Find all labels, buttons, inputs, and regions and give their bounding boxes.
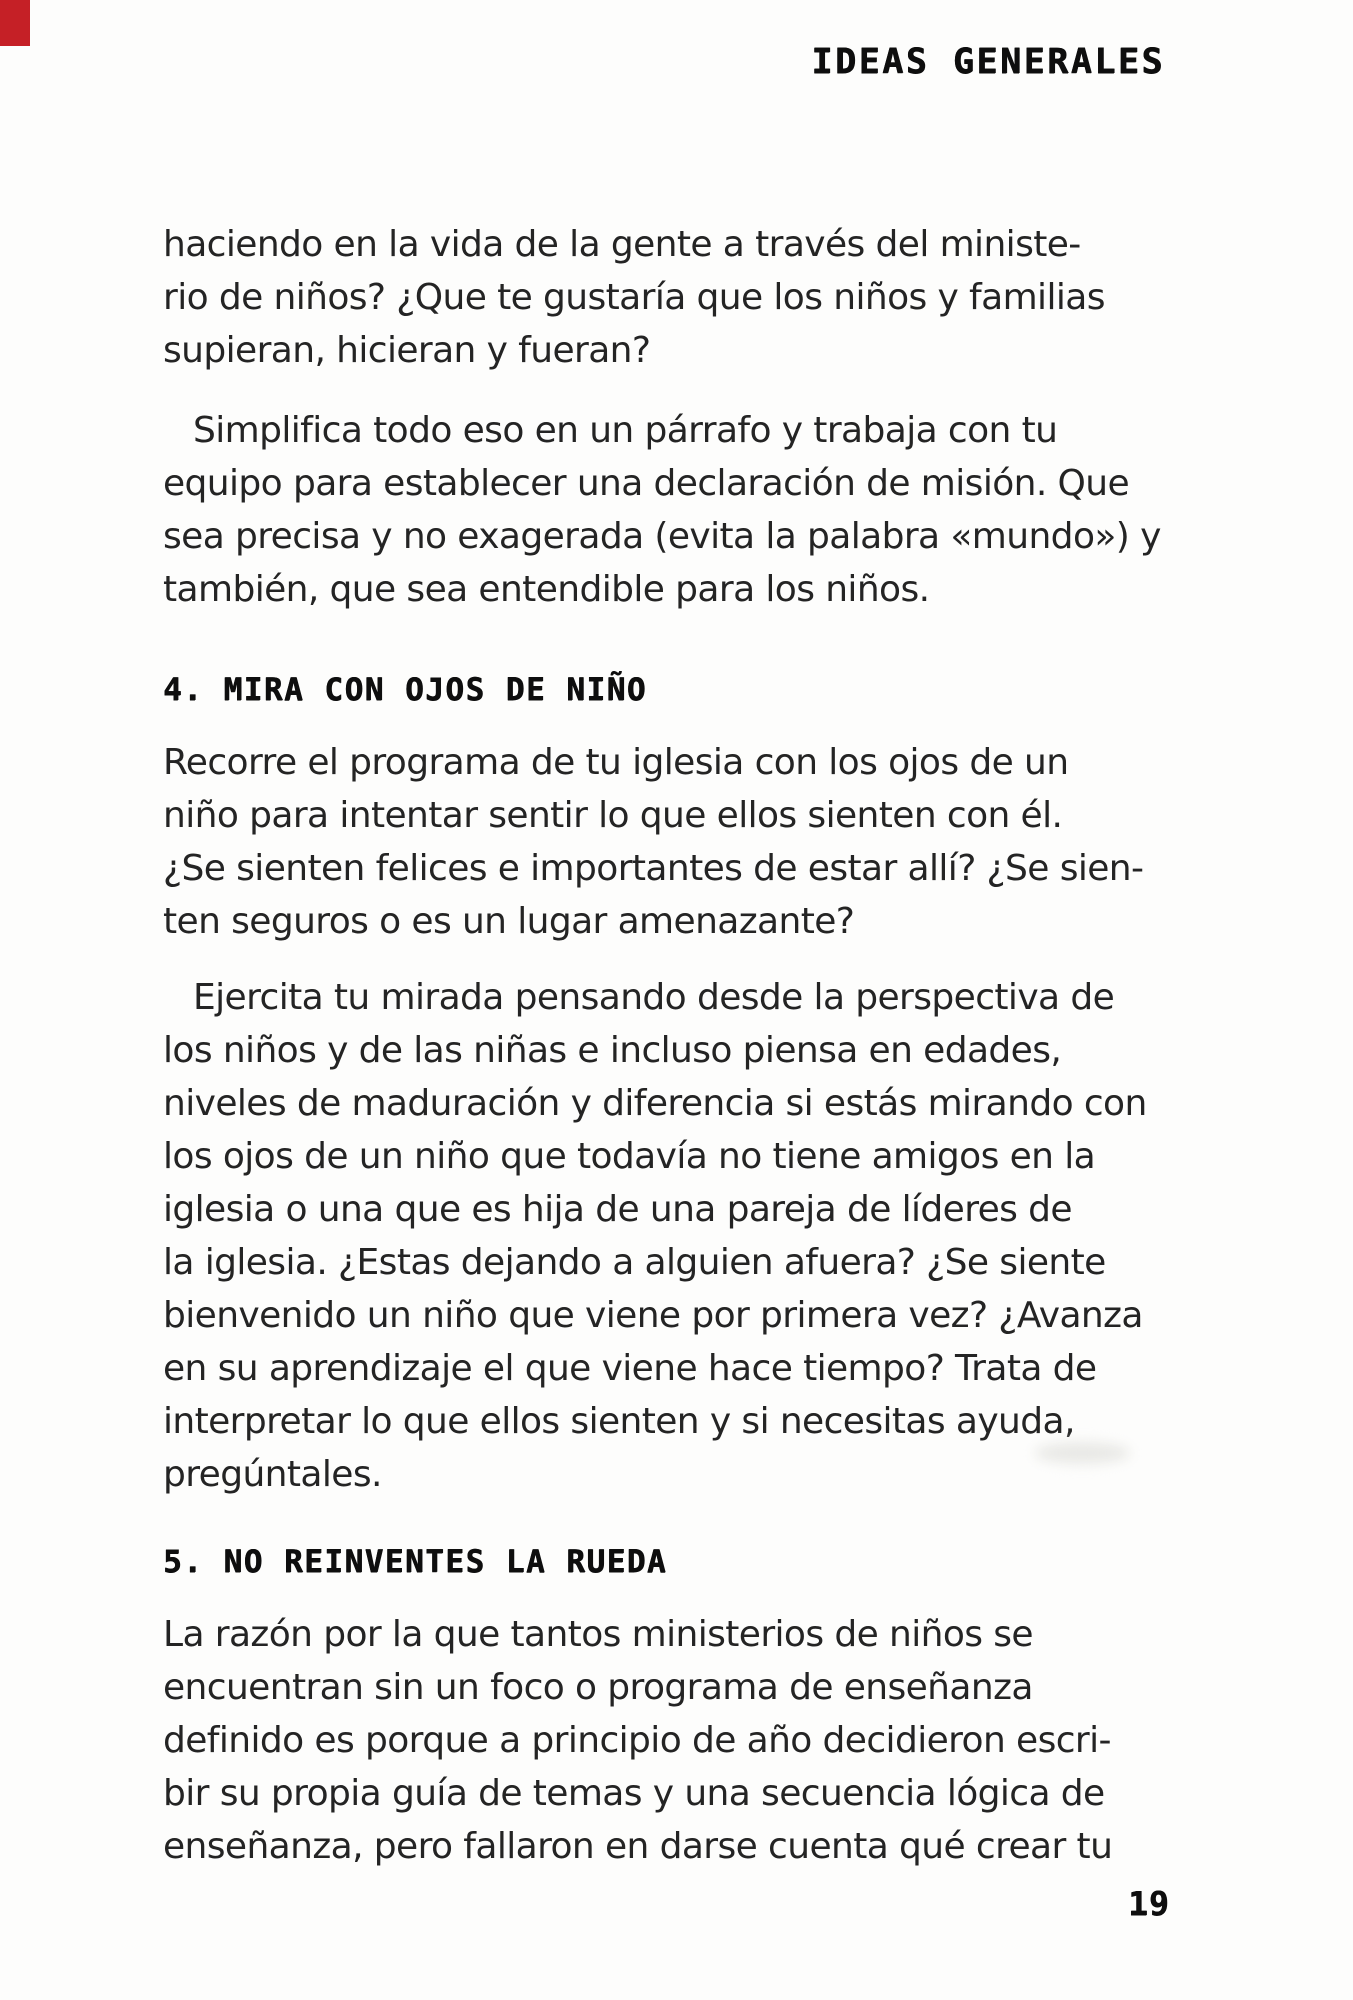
text-line: también, que sea entendible para los niños. xyxy=(163,569,930,610)
text-line: interpretar lo que ellos sienten y si necesitas ayuda, xyxy=(163,1401,1075,1442)
paragraph-4 xyxy=(163,971,1233,1501)
text-line: ¿Se sienten felices e importantes de estar allí? ¿Se sien- xyxy=(163,848,1144,889)
text-line: supieran, hicieran y fueran? xyxy=(163,330,651,371)
text-line: Simplifica todo eso en un párrafo y trabaja con tu xyxy=(193,410,1058,451)
text-line: Recorre el programa de tu iglesia con los ojos de un xyxy=(163,742,1069,783)
text-line: los niños y de las niñas e incluso piensa en edades, xyxy=(163,1030,1062,1071)
text-line: encuentran sin un foco o programa de enseñanza xyxy=(163,1667,1033,1708)
red-corner-mark xyxy=(0,0,30,46)
text-line: Ejercita tu mirada pensando desde la perspectiva de xyxy=(193,977,1115,1018)
text-line: bir su propia guía de temas y una secuencia lógica de xyxy=(163,1773,1105,1814)
scan-smudge xyxy=(1035,1442,1130,1464)
text-line: ten seguros o es un lugar amenazante? xyxy=(163,901,855,942)
text-line: definido es porque a principio de año decidieron escri- xyxy=(163,1720,1111,1761)
text-line: enseñanza, pero fallaron en darse cuenta qué crear tu xyxy=(163,1826,1113,1867)
section-heading-4: 4. MIRA CON OJOS DE NIÑO xyxy=(163,671,647,708)
paragraph-3 xyxy=(163,736,1233,948)
text-line: los ojos de un niño que todavía no tiene amigos en la xyxy=(163,1136,1096,1177)
running-header: IDEAS GENERALES xyxy=(811,42,1165,82)
text-line: iglesia o una que es hija de una pareja de líderes de xyxy=(163,1189,1072,1230)
text-line: bienvenido un niño que viene por primera vez? ¿Avanza xyxy=(163,1295,1143,1336)
page-number: 19 xyxy=(1128,1884,1170,1923)
text-line: la iglesia. ¿Estas dejando a alguien afuera? ¿Se siente xyxy=(163,1242,1106,1283)
paragraph-5 xyxy=(163,1608,1233,1873)
text-line: La razón por la que tantos ministerios de niños se xyxy=(163,1614,1033,1655)
text-line: niño para intentar sentir lo que ellos sienten con él. xyxy=(163,795,1063,836)
text-line: pregúntales. xyxy=(163,1454,382,1495)
paragraph-1 xyxy=(163,218,1233,377)
text-line: equipo para establecer una declaración de misión. Que xyxy=(163,463,1130,504)
text-line: haciendo en la vida de la gente a través del ministe- xyxy=(163,224,1081,265)
paragraph-2 xyxy=(163,404,1233,616)
section-heading-5: 5. NO REINVENTES LA RUEDA xyxy=(163,1543,668,1580)
text-line: sea precisa y no exagerada (evita la palabra «mundo») y xyxy=(163,516,1161,557)
text-line: en su aprendizaje el que viene hace tiempo? Trata de xyxy=(163,1348,1097,1389)
text-line: niveles de maduración y diferencia si estás mirando con xyxy=(163,1083,1147,1124)
text-line: rio de niños? ¿Que te gustaría que los niños y familias xyxy=(163,277,1105,318)
